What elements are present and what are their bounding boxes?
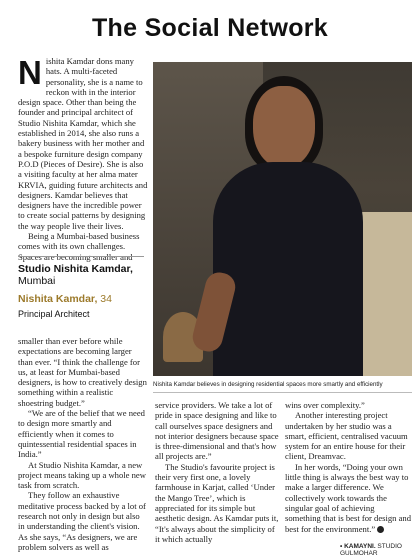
- body-column-3: [285, 400, 412, 534]
- person-age: 34: [97, 293, 112, 305]
- photo-credit-brand: • KAMAYNI.: [340, 543, 376, 550]
- photo-credit: [340, 543, 420, 557]
- portrait-photo: [153, 62, 412, 376]
- body-column-1: [18, 336, 148, 552]
- intro-paragraph-1: ishita Kamdar dons many hats. A multi-faceted personality, she is a name to reckon with in the interior design space. Other than being the founder and principal architect of Studio Nishita Kamdar, which she established in 2014, she also runs a bakery business with her mother and a bespoke furniture design company P.O.D (Pieces of Desire). She is also a visiting faculty at her alma mater KRVIA, guiding future architects and designers. Kamdar believes that designers have the incredible power to create social patterns by designing the way people live their lives.: [18, 56, 148, 231]
- body-paragraph: wins over complexity.”: [285, 400, 365, 410]
- body-paragraph: Another interesting project undertaken by her studio was a smart, efficient, centralised vacuum system for an entire house for their client, Dreamvac.: [285, 410, 408, 462]
- photo-face: [253, 86, 315, 168]
- studio-credit: [18, 256, 148, 319]
- credit-divider: [18, 256, 144, 257]
- photo-body: [213, 162, 363, 376]
- photo-caption: Nishita Kamdar believes in designing residential spaces more smartly and efficiently: [153, 381, 383, 388]
- body-paragraph: The Studio's favourite project is their very first one, a lovely farmhouse in Karjat, called ‘Under the Mango Tree’, which is appreciated for its simple but aesthetic design. As Kamdar puts it, “It's always about the simplicity of it which actually: [155, 461, 279, 544]
- body-paragraph: [285, 462, 412, 534]
- studio-name-text: Studio Nishita Kamdar,: [18, 263, 133, 275]
- body-column-2: [155, 400, 280, 544]
- body-paragraph: At Studio Nishita Kamdar, a new project means taking up a whole new task from scratch.: [18, 459, 146, 491]
- caption-divider: [153, 392, 412, 393]
- end-mark-icon: [377, 526, 384, 533]
- intro-paragraph-2: Being a Mumbai-based business comes with its own challenges.: [18, 231, 140, 252]
- body-paragraph-text: In her words, “Doing your own little thing is always the best way to make a larger difference. We collectively work towards the singular goal of achieving something that is best for design and best for the environment.”: [285, 461, 412, 534]
- body-paragraph: smaller than ever before while expectations are becoming larger than ever. “I think the challenge for us, at least for Mumbai-based designers, is how to creatively design something within a realistic shoestring budget.”: [18, 336, 147, 408]
- person-name: [18, 293, 148, 306]
- photo-credit-studio: STUDIO GULMOHAR: [340, 543, 402, 557]
- drop-cap: N: [18, 54, 42, 91]
- studio-city: Mumbai: [18, 275, 56, 287]
- body-paragraph: They follow an exhaustive meditative process backed by a lot of research not only in design but also in understanding the client's vision. As she says, “As designers, we are problem solvers as well as: [18, 490, 146, 552]
- body-paragraph: “We are of the belief that we need to design more smartly and efficiently when it comes to quintessential residential spaces in India.”: [18, 408, 145, 460]
- body-paragraph: service providers. We take a lot of pride in space designing and like to call ourselves space designers and not interior designers because space is three-dimensional and that's how all projects are.”: [155, 400, 279, 462]
- page-title: The Social Network: [91, 14, 328, 42]
- intro-column: [18, 56, 148, 262]
- person-name-text: Nishita Kamdar,: [18, 293, 98, 305]
- studio-name: [18, 263, 148, 287]
- photo-sofa: [357, 212, 412, 376]
- person-role: Principal Architect: [18, 309, 90, 319]
